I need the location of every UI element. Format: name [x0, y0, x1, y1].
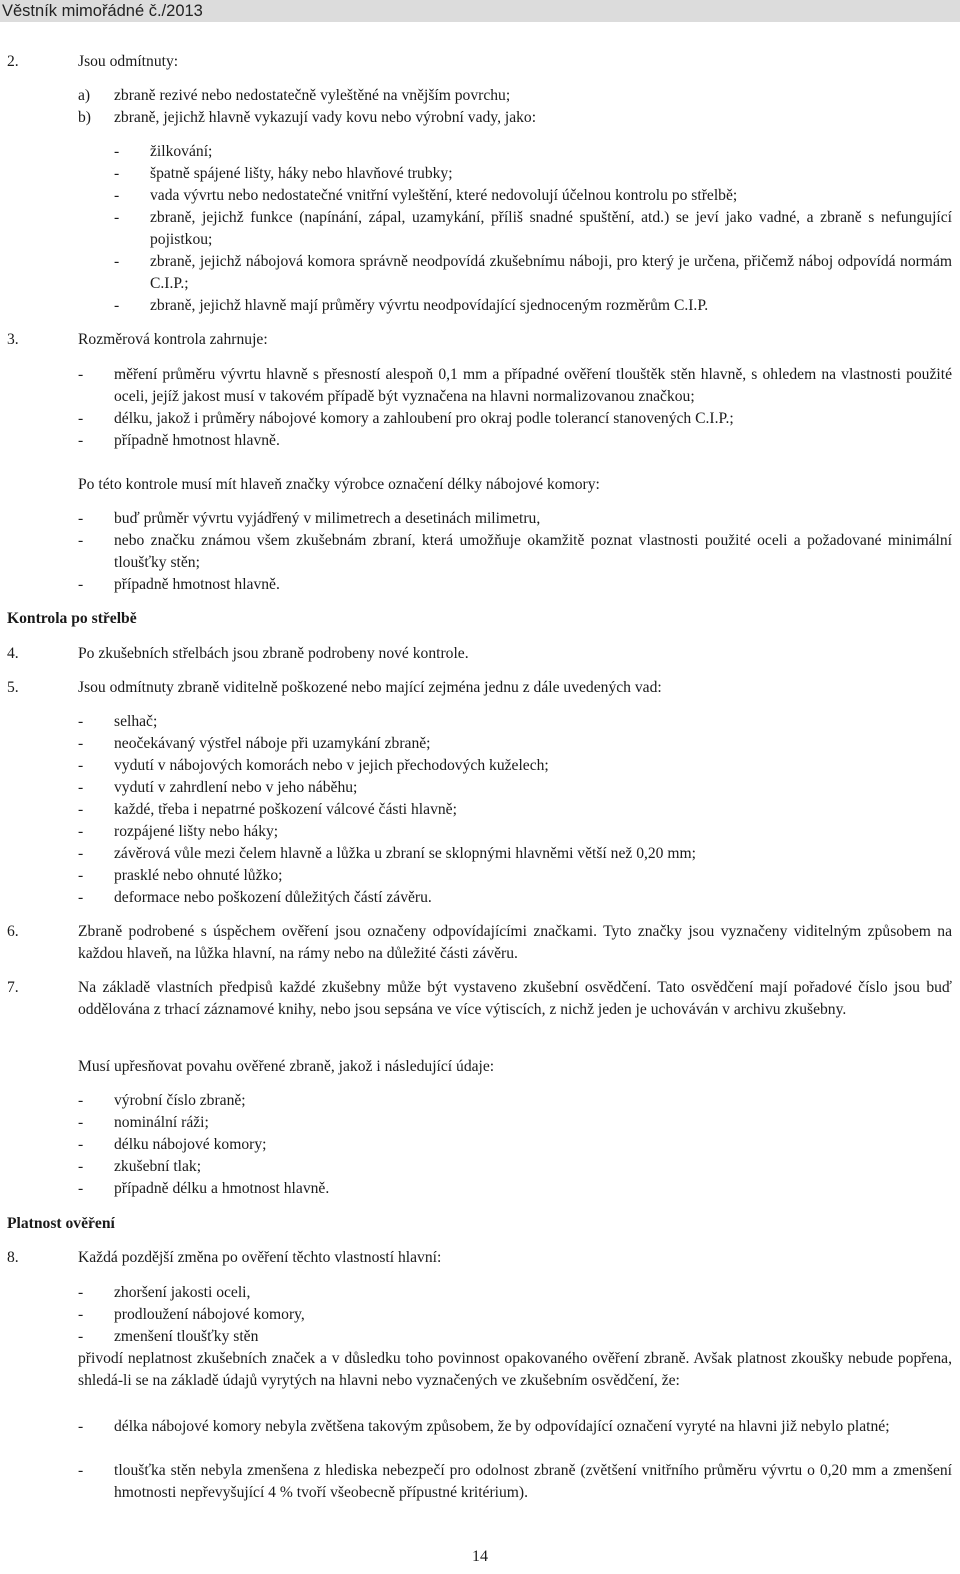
item-2-bullet: špatně spájené lišty, háky nebo hlavňové trubky;: [150, 165, 453, 182]
item-5-bullet: vydutí v zahrdlení nebo v jeho náběhu;: [114, 779, 358, 796]
bullet-dash: -: [78, 1136, 84, 1153]
item-3-number: 3.: [7, 331, 19, 348]
item-5-number: 5.: [7, 679, 19, 696]
bullet-dash: -: [114, 209, 120, 226]
item-2b-text: zbraně, jejichž hlavně vykazují vady kovu nebo výrobní vady, jako:: [114, 109, 537, 126]
item-2-heading: Jsou odmítnuty:: [78, 53, 179, 70]
bullet-dash: -: [78, 366, 84, 383]
page-number: 14: [472, 1548, 488, 1565]
item-8-number: 8.: [7, 1249, 19, 1266]
item-3-paragraph: Po této kontrole musí mít hlaveň značky výrobce označení délky nábojové komory:: [78, 476, 600, 493]
bullet-dash: -: [114, 253, 120, 270]
bullet-dash: -: [78, 410, 84, 427]
item-4-text: Po zkušebních střelbách jsou zbraně podrobeny nové kontrole.: [78, 645, 469, 662]
running-header: Věstník mimořádné č./2013: [0, 0, 960, 22]
item-3-bullet-2: případně hmotnost hlavně.: [114, 576, 280, 593]
item-7-bullet: výrobní číslo zbraně;: [114, 1092, 246, 1109]
bullet-dash: -: [78, 735, 84, 752]
bullet-dash: -: [78, 510, 84, 527]
item-3-bullet: délku, jakož i průměry nábojové komory a zahloubení pro okraj podle tolerancí stanovených C.I.P.;: [114, 410, 734, 427]
bullet-dash: -: [78, 432, 84, 449]
item-8-bullet: zhoršení jakosti oceli,: [114, 1284, 251, 1301]
item-7-bullet: délku nábojové komory;: [114, 1136, 267, 1153]
bullet-dash: -: [78, 867, 84, 884]
item-2a-label: a): [78, 87, 91, 104]
bullet-dash: -: [78, 757, 84, 774]
bullet-dash: -: [114, 143, 120, 160]
bullet-dash: -: [114, 187, 120, 204]
item-7-paragraph: Musí upřesňovat povahu ověřené zbraně, jakož i následující údaje:: [78, 1058, 495, 1075]
item-2-bullet: zbraně, jejichž hlavně mají průměry vývrtu neodpovídající sjednoceným rozměrům C.I.P.: [150, 297, 709, 314]
item-7-bullet: nominální ráži;: [114, 1114, 209, 1131]
item-8-paragraph: přivodí neplatnost zkušebních značek a v důsledku toho povinnost opakovaného ověření zbraně. Avšak platnost zkoušky nebude popřena, shledá-li se na základě údajů vyrytých na hlavni nebo vyznačených ve zkušebním osvědčení, že:: [78, 1350, 952, 1389]
item-8-bullet-2: délka nábojové komory nebyla zvětšena takovým způsobem, že by odpovídající označení vyryté na hlavni již nebylo platné;: [114, 1418, 890, 1435]
bullet-dash: -: [78, 1284, 84, 1301]
item-8-bullet: zmenšení tloušťky stěn: [114, 1328, 259, 1345]
item-3-bullet-2: nebo značku známou všem zkušebnám zbraní, která umožňuje okamžitě poznat vlastnosti použité oceli a požadované minimální tloušťky stěn;: [114, 532, 952, 571]
item-5-bullet: deformace nebo poškození důležitých částí závěru.: [114, 889, 432, 906]
bullet-dash: -: [78, 1114, 84, 1131]
section-heading-kontrola: Kontrola po střelbě: [7, 610, 137, 627]
item-4-number: 4.: [7, 645, 19, 662]
bullet-dash: -: [78, 801, 84, 818]
item-6-number: 6.: [7, 923, 19, 940]
item-8-bullet: prodloužení nábojové komory,: [114, 1306, 305, 1323]
item-7-number: 7.: [7, 979, 19, 996]
item-3-bullet-2: buď průměr vývrtu vyjádřený v milimetrech a desetinách milimetru,: [114, 510, 541, 527]
bullet-dash: -: [78, 1462, 84, 1479]
item-5-bullet: rozpájené lišty nebo háky;: [114, 823, 279, 840]
item-7-bullet: zkušební tlak;: [114, 1158, 202, 1175]
bullet-dash: -: [78, 1418, 84, 1435]
item-3-heading: Rozměrová kontrola zahrnuje:: [78, 331, 268, 348]
item-5-bullet: prasklé nebo ohnuté lůžko;: [114, 867, 283, 884]
bullet-dash: -: [78, 576, 84, 593]
item-5-bullet: selhač;: [114, 713, 158, 730]
bullet-dash: -: [114, 165, 120, 182]
item-8-heading: Každá pozdější změna po ověření těchto vlastností hlavní:: [78, 1249, 442, 1266]
item-2-bullet: vada vývrtu nebo nedostatečné vnitřní vyleštění, které nedovolují účelnou kontrolu po střelbě;: [150, 187, 738, 204]
item-7-text: Na základě vlastních předpisů každé zkušebny může být vystaveno zkušební osvědčení. Tato osvědčení mají pořadové číslo jsou buď oddělována z trhací záznamové knihy, nebo jsou sepsána ve více výtiscích, z nichž jeden je uchováván v archivu zkušebny.: [78, 979, 952, 1018]
bullet-dash: -: [78, 1306, 84, 1323]
item-7-bullet: případně délku a hmotnost hlavně.: [114, 1180, 330, 1197]
bullet-dash: -: [78, 532, 84, 549]
item-2-bullet: zbraně, jejichž funkce (napínání, zápal, uzamykání, příliš snadné spuštění, atd.) se jeví jako vadné, a zbraně s nefungující pojistkou;: [150, 209, 952, 248]
item-5-heading: Jsou odmítnuty zbraně viditelně poškozené nebo mající zejména jednu z dále uvedených vad:: [78, 679, 662, 696]
bullet-dash: -: [78, 845, 84, 862]
item-3-bullet: případně hmotnost hlavně.: [114, 432, 280, 449]
item-2b-label: b): [78, 109, 91, 126]
bullet-dash: -: [114, 297, 120, 314]
bullet-dash: -: [78, 713, 84, 730]
item-5-bullet: každé, třeba i nepatrné poškození válcové části hlavně;: [114, 801, 457, 818]
item-6-text: Zbraně podrobené s úspěchem ověření jsou označeny odpovídajícími značkami. Tyto značky jsou vyznačeny viditelným způsobem na každou hlaveň, na lůžka hlavní, na rámy nebo na důležité části závěru.: [78, 923, 952, 962]
section-heading-platnost: Platnost ověření: [7, 1215, 115, 1232]
item-2-bullet: žilkování;: [150, 143, 213, 160]
item-2a-text: zbraně rezivé nebo nedostatečně vyleštěné na vnějším povrchu;: [114, 87, 511, 104]
bullet-dash: -: [78, 779, 84, 796]
bullet-dash: -: [78, 1180, 84, 1197]
item-5-bullet: závěrová vůle mezi čelem hlavně a lůžka u zbraní se sklopnými hlavněmi větší než 0,20 mm;: [114, 845, 696, 862]
item-2-number: 2.: [7, 53, 19, 70]
item-3-bullet: měření průměru vývrtu hlavně s přesností alespoň 0,1 mm a případné ověření tlouštěk stěn hlavně, s ohledem na vlastnosti použité oceli, jejíž jakost musí v takovém případě být vyznačena na hlavni normalizovanou značkou;: [114, 366, 952, 405]
bullet-dash: -: [78, 889, 84, 906]
bullet-dash: -: [78, 1158, 84, 1175]
bullet-dash: -: [78, 823, 84, 840]
item-5-bullet: vydutí v nábojových komorách nebo v jejich přechodových kuželech;: [114, 757, 549, 774]
bullet-dash: -: [78, 1092, 84, 1109]
item-8-bullet-2: tloušťka stěn nebyla zmenšena z hlediska nebezpečí pro odolnost zbraně (zvětšení vnitřního průměru vývrtu o 0,20 mm a zmenšení hmotnosti nepřevyšující 4 % tvoří všeobecně přípustné kritérium).: [114, 1462, 952, 1501]
item-2-bullet: zbraně, jejichž nábojová komora správně neodpovídá zkušebnímu náboji, pro který je určena, přičemž náboj odpovídá normám C.I.P.;: [150, 253, 952, 292]
item-5-bullet: neočekávaný výstřel náboje při uzamykání zbraně;: [114, 735, 431, 752]
bullet-dash: -: [78, 1328, 84, 1345]
